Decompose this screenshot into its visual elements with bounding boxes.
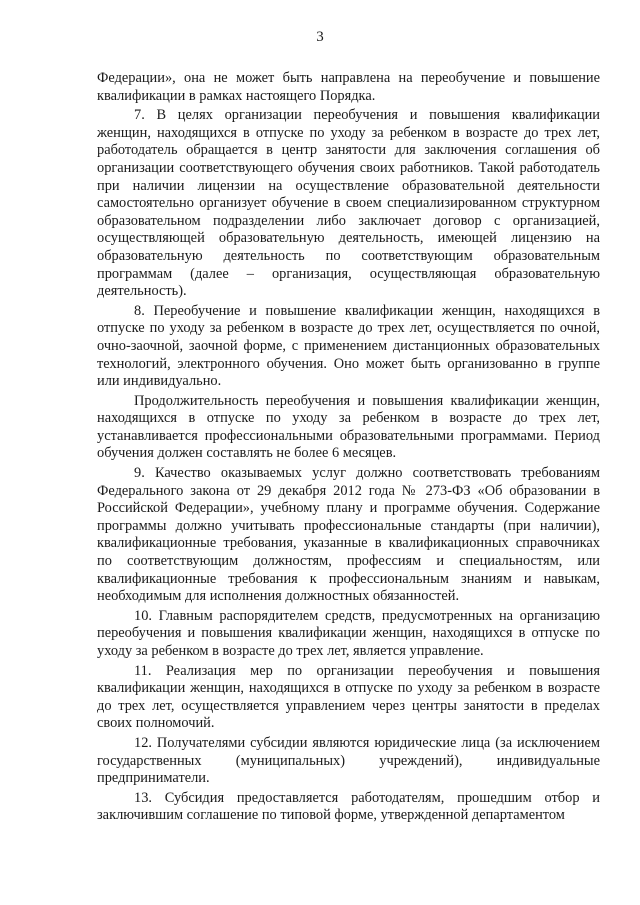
paragraph-duration: Продолжительность переобучения и повышения квалификации женщин, находящихся в отпуске по уходу за ребенком в возрасте до трех лет, устанавливается профессиональными образовательными программами. Период обучения должен составлять не более 6 месяцев. [97, 392, 600, 462]
paragraph-9: 9. Качество оказываемых услуг должно соответствовать требованиям Федерального закона от 29 декабря 2012 года № 273-ФЗ «Об образовании в Российской Федерации», учебному плану и программе обучения. Содержание программы должно учитывать профессиональные стандарты (при наличии), квалификационные требования, указанные в квалификационных справочниках по соответствующим должностям, профессиям и специальностям, или квалификационные требования к профессиональным знаниям и навыкам, необходимым для исполнения должностных обязанностей. [97, 465, 600, 605]
paragraph-13: 13. Субсидия предоставляется работодателям, прошедшим отбор и заключившим соглашение по типовой форме, утвержденной департаментом [97, 789, 600, 824]
page-number: 3 [316, 29, 324, 45]
paragraph-8: 8. Переобучение и повышение квалификации женщин, находящихся в отпуске по уходу за ребенком в возрасте до трех лет, осуществляется по очной, очно-заочной, заочной форме, с применением дистанционных образовательных технологий, электронного обучения. Оно может быть организованно в группе или индивидуально. [97, 302, 600, 390]
document-body [97, 70, 600, 827]
paragraph-continuation: Федерации», она не может быть направлена на переобучение и повышение квалификации в рамках настоящего Порядка. [97, 70, 600, 104]
paragraph-12: 12. Получателями субсидии являются юридические лица (за исключением государственных (муниципальных) учреждений), индивидуальные предприниматели. [97, 734, 600, 787]
paragraph-11: 11. Реализация мер по организации переобучения и повышения квалификации женщин, находящихся в отпуске по уходу за ребенком в возрасте до трех лет, осуществляется управлением через центры занятости в пределах своих полномочий. [97, 662, 600, 732]
paragraph-10: 10. Главным распорядителем средств, предусмотренных на организацию переобучения и повышения квалификации женщин, находящихся в отпуске по уходу за ребенком в возрасте до трех лет, является управление. [97, 607, 600, 659]
paragraph-7: 7. В целях организации переобучения и повышения квалификации женщин, находящихся в отпуске по уходу за ребенком в возрасте до трех лет, работодатель обращается в центр занятости для заключения соглашения об организации соответствующего обучения своих работников. Такой работодатель при наличии лицензии на осуществление образовательной деятельности самостоятельно организует обучение в своем специализированном структурном образовательном подразделении либо заключает договор с организацией, осуществляющей образовательную деятельность, имеющей лицензию на образовательную деятельность по соответствующим образовательным программам (далее – организация, осуществляющая образовательную деятельность). [97, 107, 600, 300]
